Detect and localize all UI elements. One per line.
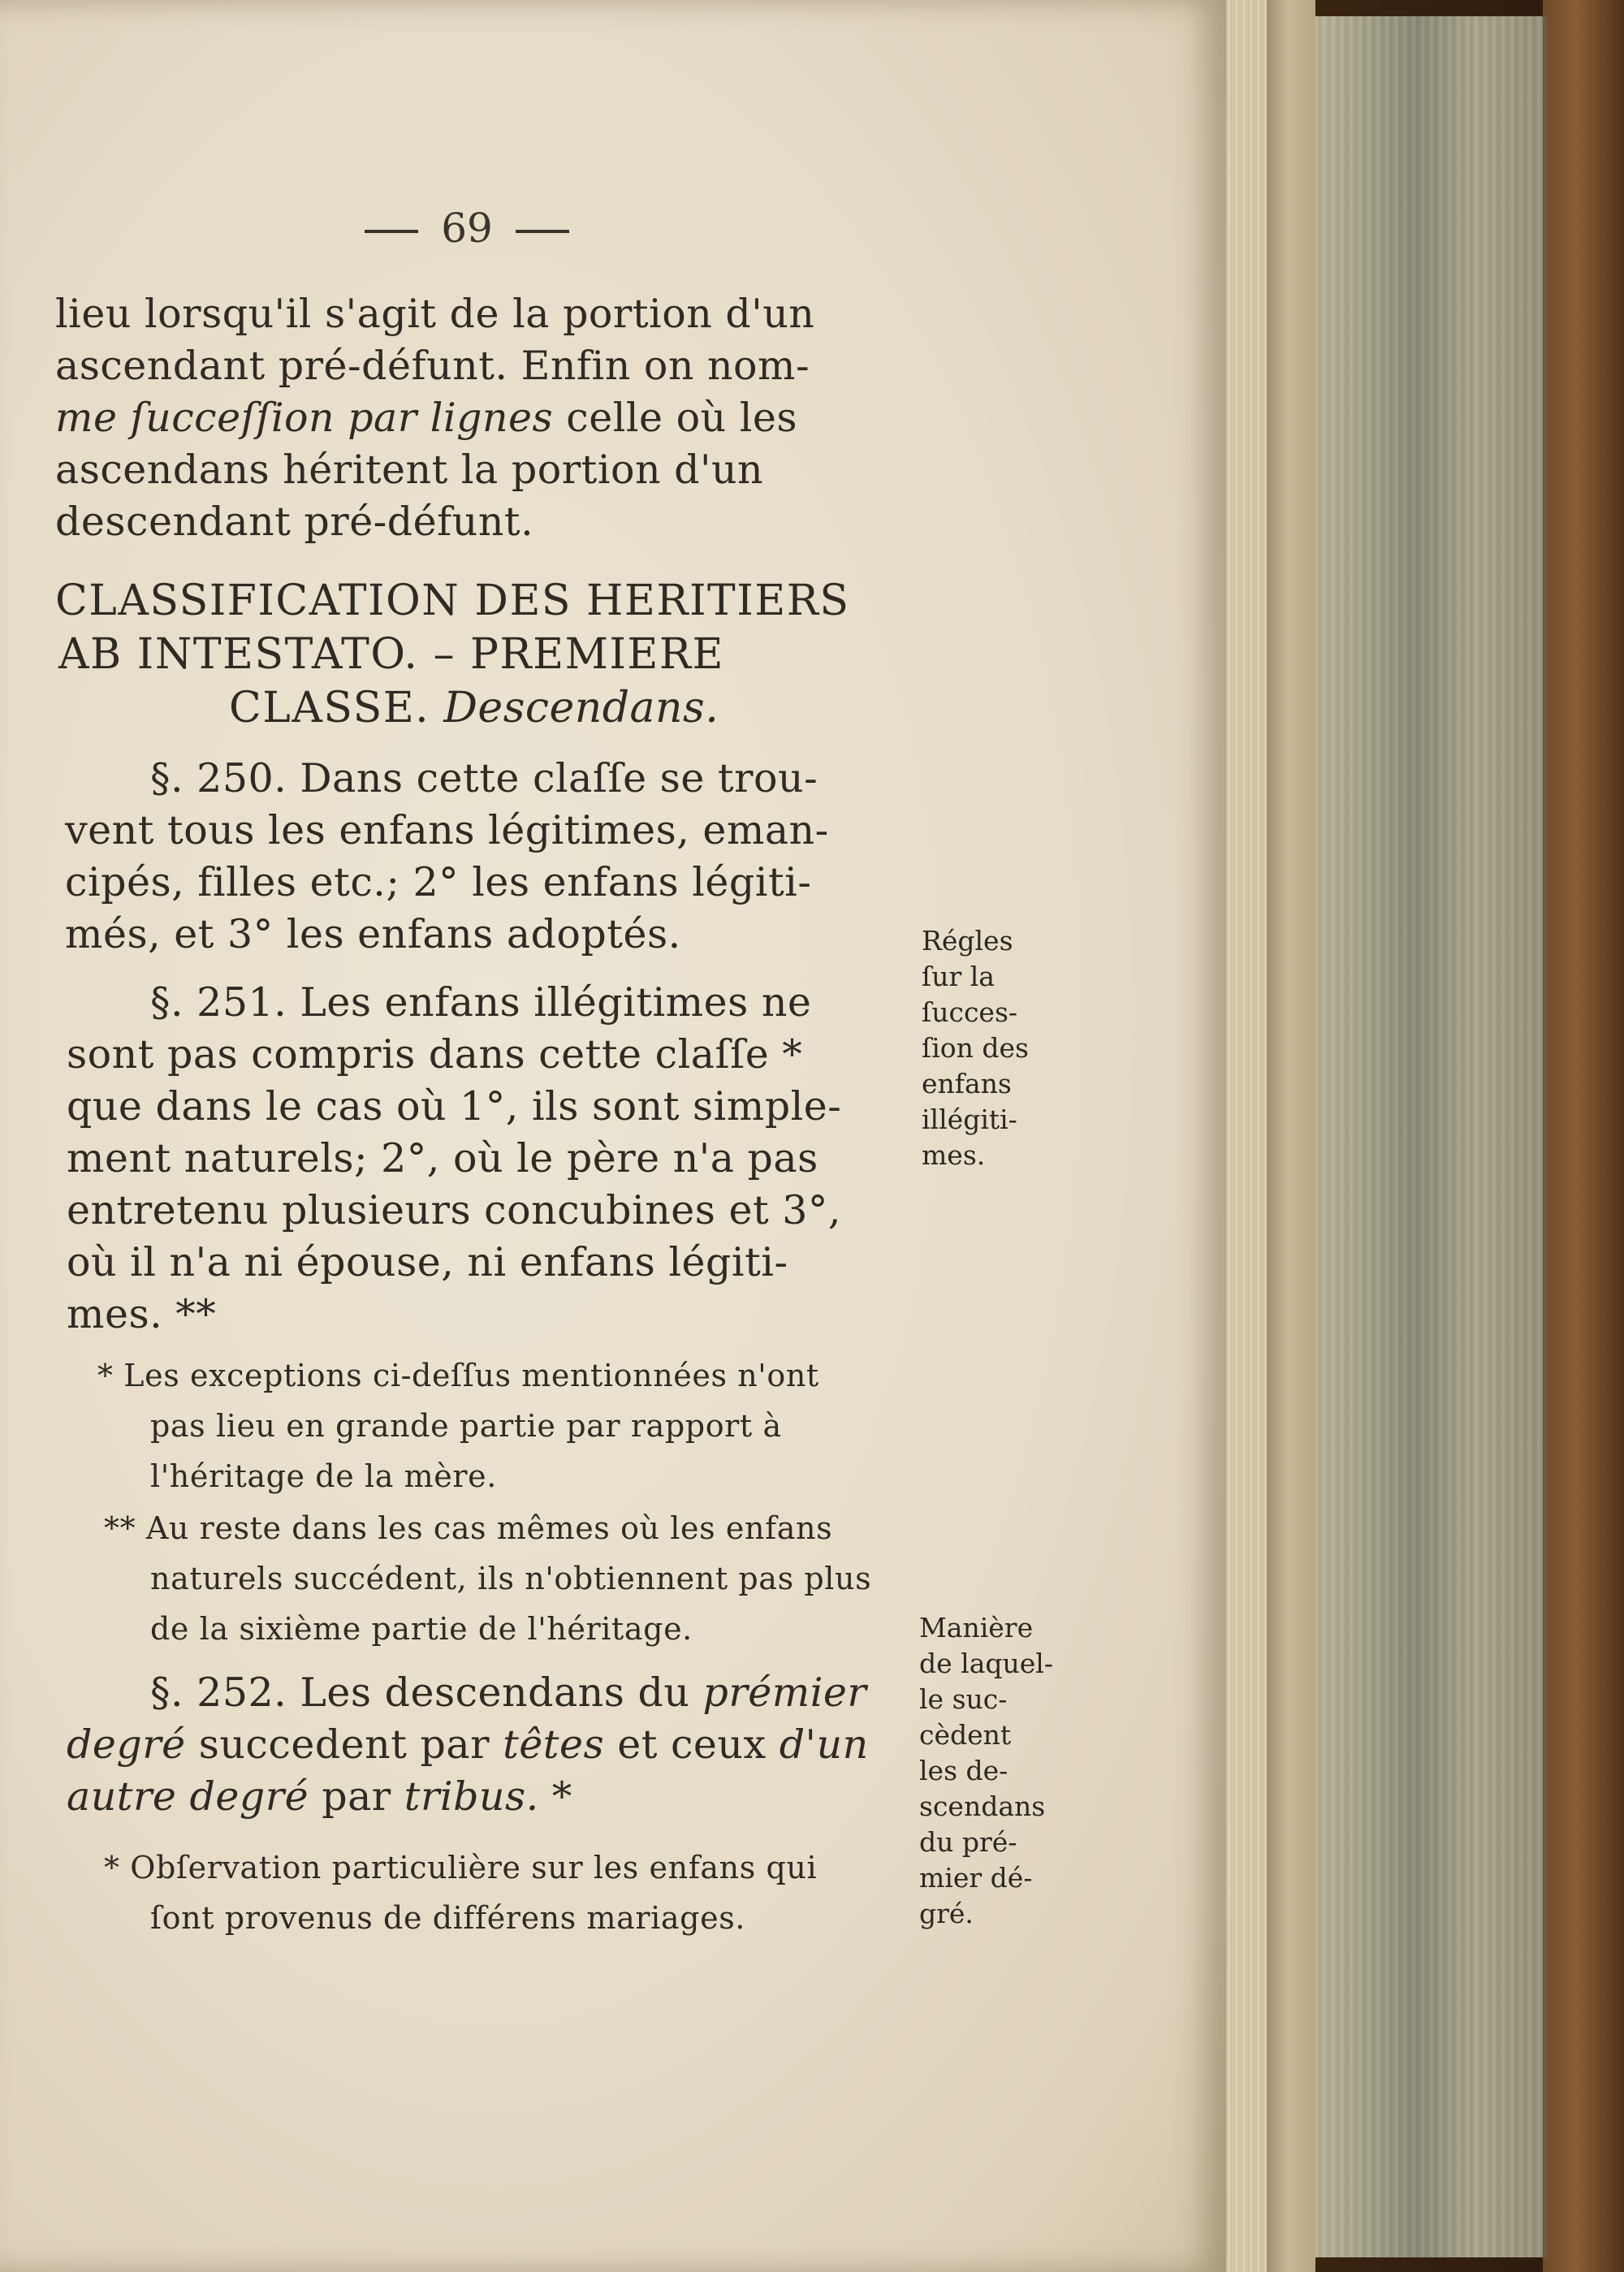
margin-note-line: de laquel- bbox=[919, 1648, 1053, 1679]
text-line bbox=[55, 499, 892, 545]
book-cover-board bbox=[1543, 0, 1624, 2272]
footnote-line: pas lieu en grande partie par rapport à bbox=[150, 1408, 782, 1444]
paragraph-252-line bbox=[67, 1721, 869, 1768]
text-line-content: ascendans héritent la portion d'un bbox=[55, 447, 764, 493]
paragraph-251-line: sont pas compris dans cette claſſe * bbox=[67, 1031, 803, 1078]
text-line bbox=[55, 343, 892, 389]
text-line-content: ascendant pré-défunt. Enfin on nom- bbox=[55, 343, 810, 389]
italic-term: me ſucceſſion par lignes bbox=[55, 395, 554, 441]
margin-note-line: mes. bbox=[922, 1139, 986, 1171]
footnote-line: de la sixième partie de l'héritage. bbox=[150, 1611, 693, 1647]
paragraph-251-line: ment naturels; 2°, où le père n'a pas bbox=[67, 1135, 818, 1181]
margin-note-line: ſur la bbox=[922, 961, 995, 992]
text-line bbox=[55, 447, 892, 493]
footnote-line: * Les exceptions ci-deſſus mentionnées n'ont bbox=[97, 1358, 819, 1393]
margin-note-line: les de- bbox=[919, 1755, 1009, 1786]
paragraph-251-line: mes. ** bbox=[67, 1291, 217, 1337]
margin-note-line: mier dé- bbox=[919, 1862, 1033, 1894]
gutter-shadow bbox=[1267, 0, 1315, 2272]
paragraph-251-line: où il n'a ni épouse, ni enfans légiti- bbox=[67, 1239, 788, 1285]
heading-italic: Descendans. bbox=[430, 684, 719, 732]
footnote-line: ** Au reste dans les cas mêmes où les enfans bbox=[104, 1510, 833, 1546]
margin-note-line: ſucces- bbox=[922, 996, 1018, 1028]
text-line-content: descendant pré-défunt. bbox=[55, 499, 534, 545]
italic-term: d'un bbox=[779, 1721, 869, 1768]
footnote-line: l'héritage de la mère. bbox=[150, 1458, 497, 1494]
margin-note-line: gré. bbox=[919, 1898, 974, 1929]
margin-note-line: le suc- bbox=[919, 1683, 1008, 1715]
paragraph-250-line: més, et 3° les enfans adoptés. bbox=[65, 911, 681, 957]
paragraph-251-line: entretenu plusieurs concubines et 3°, bbox=[67, 1187, 841, 1233]
footnote-line: * Obſervation particulière sur les enfans qui bbox=[104, 1850, 818, 1885]
text-line bbox=[55, 395, 892, 441]
margin-note-line: ſion des bbox=[922, 1032, 1029, 1064]
text-run: et ceux bbox=[604, 1721, 780, 1768]
paragraph-251-line: §. 251. Les enfans illégitimes ne bbox=[150, 979, 812, 1026]
paragraph-250-line: cipés, filles etc.; 2° les enfans légiti- bbox=[65, 859, 812, 905]
text-run: §. 252. Les descendans du bbox=[150, 1669, 703, 1716]
text-run: par bbox=[309, 1773, 404, 1820]
text-line-content: celle où les bbox=[553, 395, 798, 441]
paragraph-252-line bbox=[150, 1669, 866, 1716]
dash-left bbox=[365, 230, 418, 233]
section-heading-line-3 bbox=[229, 684, 719, 732]
italic-term: autre degré bbox=[67, 1773, 309, 1820]
page-number: 69 bbox=[441, 205, 493, 252]
dash-right bbox=[516, 230, 569, 233]
page-fore-edge bbox=[1315, 16, 1548, 2257]
paragraph-251-line: que dans le cas où 1°, ils sont simple- bbox=[67, 1083, 842, 1130]
text-run: * bbox=[538, 1773, 572, 1820]
heading-caps: CLASSE. bbox=[229, 684, 430, 732]
margin-note-line: Régles bbox=[922, 925, 1013, 957]
italic-term: têtes bbox=[503, 1721, 605, 1768]
margin-note-line: cèdent bbox=[919, 1719, 1012, 1751]
margin-note-line: du pré- bbox=[919, 1826, 1017, 1858]
margin-note-line: Manière bbox=[919, 1612, 1034, 1644]
italic-term: prémier bbox=[702, 1669, 867, 1716]
paragraph-250-line: vent tous les enfans légitimes, eman- bbox=[65, 807, 829, 853]
text-line-content: lieu lorsqu'il s'agit de la portion d'un bbox=[55, 291, 815, 337]
section-heading-line-1: CLASSIFICATION DES HERITIERS bbox=[55, 577, 850, 625]
paragraph-252-line bbox=[67, 1773, 572, 1820]
footnote-line: ſont provenus de différens mariages. bbox=[150, 1900, 745, 1936]
text-line bbox=[55, 291, 892, 337]
page-number-header bbox=[329, 205, 605, 252]
paragraph-250-line: §. 250. Dans cette claſſe se trou- bbox=[150, 755, 818, 801]
section-heading-line-2: AB INTESTATO. – PREMIERE bbox=[58, 630, 724, 679]
italic-term: tribus. bbox=[404, 1773, 539, 1820]
footnote-line: naturels succédent, ils n'obtiennent pas plus bbox=[150, 1561, 872, 1596]
text-run: succedent par bbox=[185, 1721, 503, 1768]
margin-note-line: enfans bbox=[922, 1068, 1012, 1099]
margin-note-line: scendans bbox=[919, 1790, 1046, 1822]
italic-term: degré bbox=[67, 1721, 186, 1768]
margin-note-line: illégiti- bbox=[922, 1104, 1017, 1135]
